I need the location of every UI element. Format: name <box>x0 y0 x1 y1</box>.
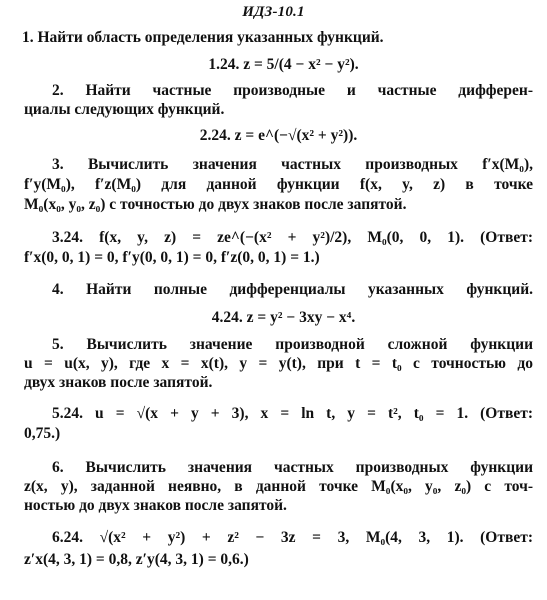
task2-line2: циалы следующих функций. <box>24 101 225 118</box>
task5-formula-line1: 5.24. u = √(x + y + 3), x = ln t, y = t², t₀ = 1. (Ответ: <box>52 405 533 422</box>
task6-formula-line2: z′x(4, 3, 1) = 0,8, z′y(4, 3, 1) = 0,6.) <box>24 551 249 568</box>
task2-formula: 2.24. z = e^(−√(x² + y²)). <box>199 127 358 144</box>
task4-text: 4. Найти полные дифференциалы указанных функций. <box>52 281 533 298</box>
task6-formula-line1: 6.24. √(x² + y²) + z² − 3z = 3, M₀(4, 3, 1). (Ответ: <box>52 529 533 546</box>
task3-line1: 3. Вычислить значения частных производных f′x(M₀), <box>52 156 533 173</box>
task2-line1: 2. Найти частные производные и частные дифферен- <box>52 82 533 99</box>
task5-line2: u = u(x, y), где x = x(t), y = y(t), при t = t₀ с точностью до <box>24 355 533 372</box>
task3-line3: M₀(x₀, y₀, z₀) с точностью до двух знаков после запятой. <box>24 196 407 213</box>
task5-formula-line2: 0,75.) <box>24 425 61 442</box>
task6-line2: z(x, y), заданной неявно, в данной точке M₀(x₀, y₀, z₀) с точ- <box>24 478 533 495</box>
task5-line1: 5. Вычислить значение производной сложной функции <box>52 336 533 353</box>
task3-formula-line1: 3.24. f(x, y, z) = ze^(−(x² + y²)/2), M₀(0, 0, 1). (Ответ: <box>52 229 533 246</box>
task5-line3: двух знаков после запятой. <box>24 374 213 391</box>
task6-line1: 6. Вычислить значения частных производных функции <box>52 459 533 476</box>
doc-title: ИДЗ-10.1 <box>242 4 305 20</box>
task3-formula-line2: f′x(0, 0, 1) = 0, f′y(0, 0, 1) = 0, f′z(0, 0, 1) = 1.) <box>24 249 320 266</box>
task1-text: 1. Найти область определения указанных функций. <box>22 29 384 46</box>
task4-formula: 4.24. z = y² − 3xy − x⁴. <box>211 309 356 326</box>
task3-line2: f′y(M₀), f′z(M₀) для данной функции f(x, y, z) в точке <box>24 176 533 193</box>
task1-formula: 1.24. z = 5/(4 − x² − y²). <box>208 56 359 73</box>
task6-line3: ностью до двух знаков после запятой. <box>24 497 287 514</box>
